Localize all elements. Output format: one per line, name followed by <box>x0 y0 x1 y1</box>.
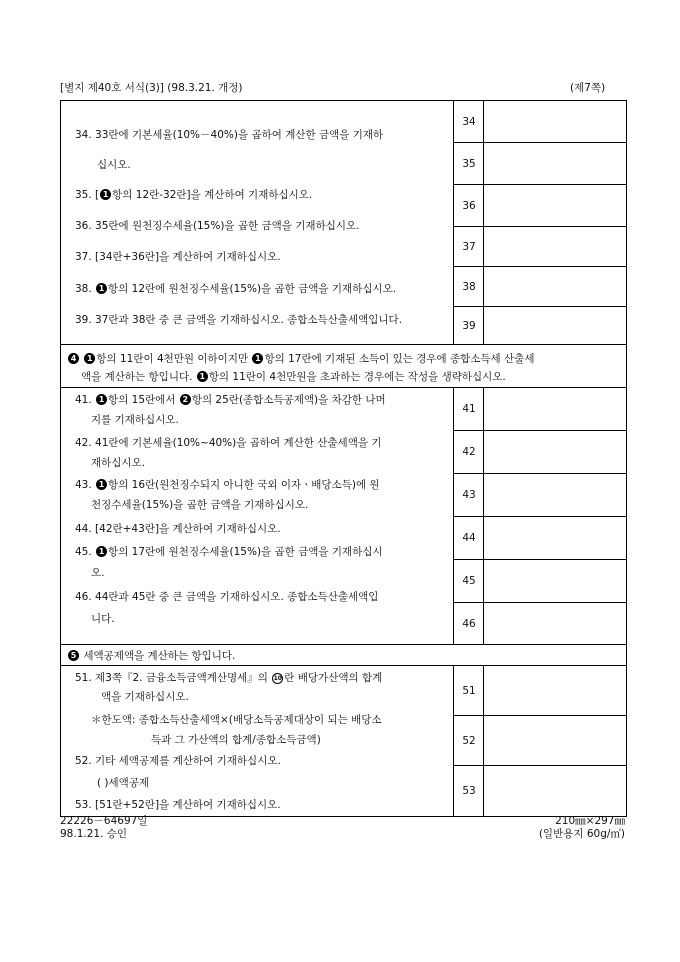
value-cell-34[interactable] <box>484 101 627 143</box>
circled-1-icon: 1 <box>96 479 107 490</box>
row-number: 39 <box>462 319 476 332</box>
circled-1-icon: 1 <box>96 394 107 405</box>
row-number: 35 <box>454 143 484 185</box>
footer-left <box>60 815 147 841</box>
value-cell-36[interactable] <box>484 185 627 227</box>
paper-size: 210㎜×297㎜ <box>555 815 625 827</box>
section-4-values <box>483 388 627 644</box>
circled-5-icon: 5 <box>68 650 79 661</box>
circled-1-icon: 1 <box>84 353 95 364</box>
row-53-text: 53. [51란+52란]을 계산하여 기재하십시오. <box>75 799 281 811</box>
row-46-text: 46. 44란과 45란 중 큰 금액을 기재하십시오. 종합소득산출세액입 <box>75 591 379 603</box>
row-36-text: 36. 35란에 원천징수세율(15%)을 곱한 금액을 기재하십시오. <box>75 220 360 232</box>
value-cell-51[interactable] <box>484 666 627 716</box>
section-5-values <box>483 666 627 816</box>
row-35-text: 35. [ 1 항의 12란-32란]을 계산하여 기재하십시오. <box>75 189 313 201</box>
row-34-text-cont: 십시오. <box>97 159 131 171</box>
section-5-header: 5 세액공제액을 계산하는 항입니다. <box>61 645 626 666</box>
form-id: [별지 제40호 서식(3)] (98.3.21. 개정) <box>60 82 243 94</box>
row-34-text: 34. 33란에 기본세율(10%－40%)을 곱하여 계산한 금액을 기재하 <box>75 129 384 141</box>
approval-date: 98.1.21. 승인 <box>60 828 128 840</box>
row-number: 51 <box>454 666 484 716</box>
row-39-text: 39. 37란과 38란 중 큰 금액을 기재하십시오. 종합소득산출세액입니다. <box>75 314 403 326</box>
section-5-numbers <box>453 666 484 816</box>
row-44-text: 44. [42란+43란]을 계산하여 기재하십시오. <box>75 523 281 535</box>
circled-1-icon: 1 <box>197 371 208 382</box>
section-4 <box>61 388 626 645</box>
row-number: 46 <box>462 617 476 630</box>
row-number: 45 <box>454 560 484 603</box>
row-41-text-cont: 지를 기재하십시오. <box>91 414 179 426</box>
row-45-text-cont: 오. <box>91 567 105 579</box>
row-number: 44 <box>454 517 484 560</box>
row-45-text: 45. 1 항의 17란에 원천징수세율(15%)을 곱한 금액을 기재하십시 <box>75 546 383 558</box>
section-a-numbers <box>453 101 484 344</box>
limit-note-cont: 득과 그 가산액의 합계/종합소득금액) <box>151 734 321 746</box>
section-5-text <box>61 666 453 816</box>
circled-4-icon: 4 <box>68 353 79 364</box>
section-4-text <box>61 388 453 644</box>
circled-1-icon: 1 <box>252 353 263 364</box>
row-46-text-cont: 니다. <box>91 613 115 625</box>
form-serial: 22226－64697일 <box>60 815 148 827</box>
row-number: 52 <box>454 716 484 766</box>
row-42-text-cont: 재하십시오. <box>91 457 146 469</box>
paper-type: (일반용지 60g/㎡) <box>538 828 625 840</box>
row-number: 38 <box>454 267 484 307</box>
footer-right <box>497 815 625 841</box>
value-cell-45[interactable] <box>484 560 627 603</box>
section-a-values <box>483 101 627 344</box>
row-number: 43 <box>454 474 484 517</box>
tax-form-table <box>60 100 627 817</box>
value-cell-37[interactable] <box>484 227 627 267</box>
circled-2-icon: 2 <box>180 394 191 405</box>
value-cell-43[interactable] <box>484 474 627 517</box>
value-cell-46[interactable] <box>484 603 627 644</box>
circled-1-icon: 1 <box>96 283 107 294</box>
row-number: 34 <box>454 101 484 143</box>
row-number: 37 <box>454 227 484 267</box>
section-5 <box>61 666 626 816</box>
row-51-text-cont: 액을 기재하십시오. <box>101 691 189 703</box>
section-4-header: 4 1 항의 11란이 4천만원 이하이지만 1 항의 17란에 기재된 소득이 있는 경우에 종합소득세 산출세 액을 계산하는 항입니다. 1 항의 11란이 4천만원을 초과하는 경우에는 작성을 생략하십시오. <box>61 345 626 388</box>
row-52-text-cont: ( )세액공제 <box>97 777 150 789</box>
value-cell-52[interactable] <box>484 716 627 766</box>
circled-1-icon: 1 <box>100 189 111 200</box>
row-37-text: 37. [34란+36란]을 계산하여 기재하십시오. <box>75 251 281 263</box>
row-52-text: 52. 기타 세액공제를 계산하여 기재하십시오. <box>75 755 281 767</box>
row-38-text: 38. 1 항의 12란에 원천징수세율(15%)을 곱한 금액을 기재하십시오. <box>75 283 397 295</box>
value-cell-38[interactable] <box>484 267 627 307</box>
section-4-numbers <box>453 388 484 644</box>
section-a <box>61 101 626 345</box>
section-a-text <box>61 101 453 344</box>
row-41-text: 41. 1 항의 15란에서 2 항의 25란(종합소득공제액)을 차감한 나머 <box>75 394 386 406</box>
limit-note: ＊한도액: 종합소득산출세액×(배당소득공제대상이 되는 배당소 <box>91 714 382 726</box>
value-cell-53[interactable] <box>484 766 627 816</box>
value-cell-35[interactable] <box>484 143 627 185</box>
row-43-text: 43. 1 항의 16란(원천징수되지 아니한 국외 이자ㆍ배당소득)에 원 <box>75 479 380 491</box>
row-51-text: 51. 제3쪽『2. 금융소득금액계산명세』의 10 란 배당가산액의 합계 <box>75 672 383 684</box>
row-number: 41 <box>454 388 484 431</box>
value-cell-44[interactable] <box>484 517 627 560</box>
row-43-text-cont: 천징수세율(15%)을 곱한 금액을 기재하십시오. <box>91 499 309 511</box>
row-number: 53 <box>462 785 476 797</box>
row-number: 36 <box>454 185 484 227</box>
row-number: 42 <box>454 431 484 474</box>
row-42-text: 42. 41란에 기본세율(10%~40%)을 곱하여 계산한 산출세액을 기 <box>75 437 382 449</box>
circled-10-icon: 10 <box>273 675 282 682</box>
circled-1-icon: 1 <box>96 546 107 557</box>
page-number: (제7쪽) <box>570 82 606 94</box>
value-cell-42[interactable] <box>484 431 627 474</box>
value-cell-39[interactable] <box>484 307 627 344</box>
value-cell-41[interactable] <box>484 388 627 431</box>
